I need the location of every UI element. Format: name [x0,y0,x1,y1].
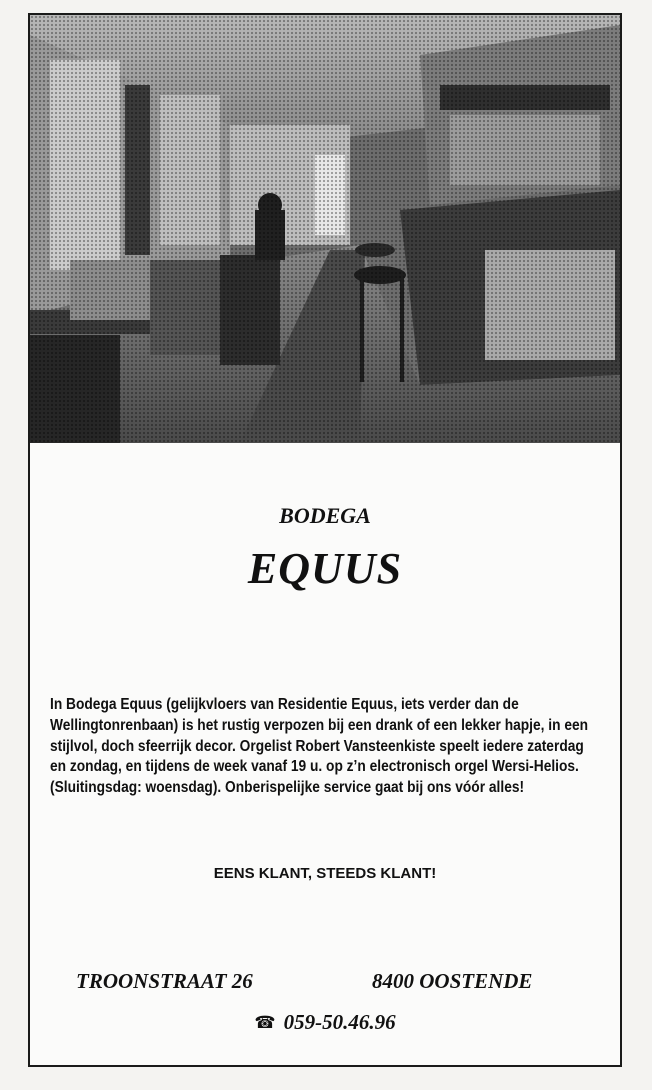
address-city: 8400 OOSTENDE [372,969,533,993]
ad-body-text: In Bodega Equus (gelijkvloers van Residentie Equus, iets verder dan de Wellingtonrenbaan) is het rustig verpozen bij een drank of een lekker hapje, in een stijlvol, doch sfeerrijk decor. Orgelist Robert Vansteenkiste speelt iedere zaterdag en zondag, en tijdens de week vanaf 19 u. op z’n electronisch orgel Wersi-Helios. (Sluitingsdag: woensdag). Onberispelijke service gaat bij ons vóór alles! [50,696,589,797]
photo-illustration [30,15,620,443]
advertisement-frame [28,13,622,1067]
restaurant-interior-photo [30,15,620,443]
ad-title: EQUUS [247,544,403,593]
telephone-icon: ☎ [254,1013,276,1033]
ad-slogan: EENS KLANT, STEEDS KLANT! [213,865,437,882]
ad-kicker: BODEGA [279,503,371,528]
phone-line [30,1010,620,1035]
phone-number: 059-50.46.96 [283,1010,396,1034]
address-street: TROONSTRAAT 26 [76,969,253,993]
